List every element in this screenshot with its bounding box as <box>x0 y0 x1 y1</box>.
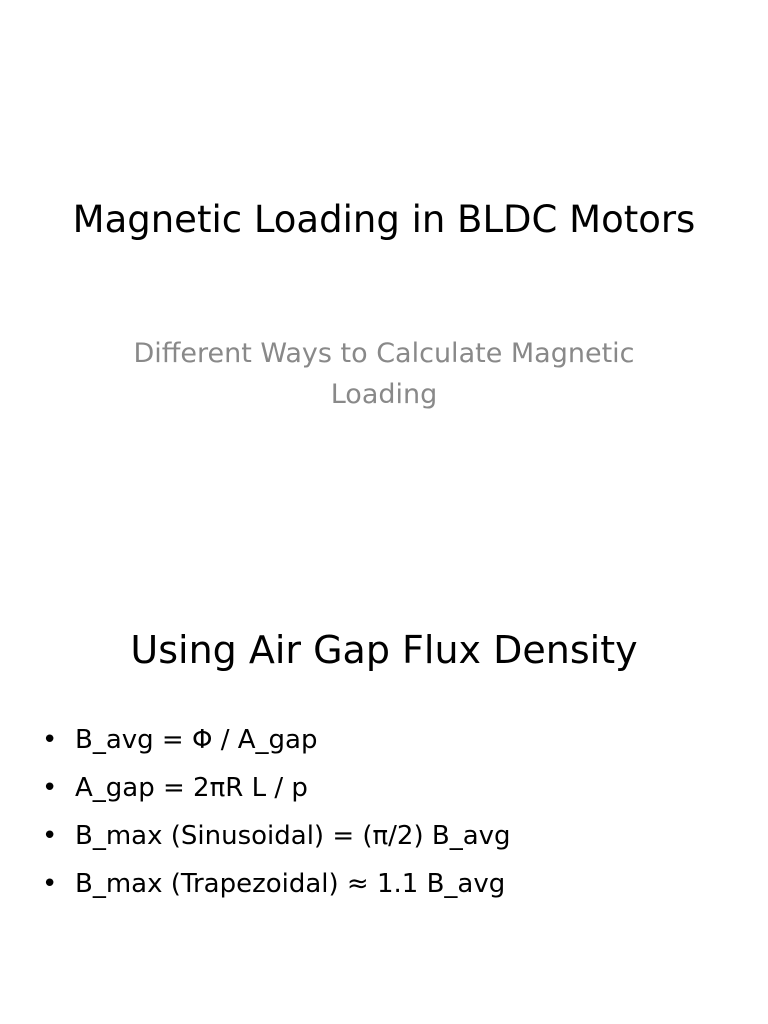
slide-title: Using Air Gap Flux Density <box>130 628 638 672</box>
bullet-text: A_gap = 2πR L / p <box>75 773 308 803</box>
bullet-item <box>42 764 732 812</box>
bullet-text: B_max (Trapezoidal) ≈ 1.1 B_avg <box>75 869 506 899</box>
bullet-text: B_max (Sinusoidal) = (π/2) B_avg <box>75 821 511 851</box>
bullet-list <box>42 716 732 908</box>
bullet-icon: • <box>42 773 58 803</box>
bullet-text: B_avg = Φ / A_gap <box>75 725 318 755</box>
bullet-icon: • <box>42 821 58 851</box>
content-slide <box>0 512 768 1024</box>
bullet-item <box>42 812 732 860</box>
bullet-icon: • <box>42 725 58 755</box>
slide-title: Magnetic Loading in BLDC Motors <box>72 198 696 241</box>
bullet-item <box>42 860 732 908</box>
slide-subtitle: Different Ways to Calculate Magnetic Loading <box>133 338 635 410</box>
bullet-icon: • <box>42 869 58 899</box>
bullet-item <box>42 716 732 764</box>
